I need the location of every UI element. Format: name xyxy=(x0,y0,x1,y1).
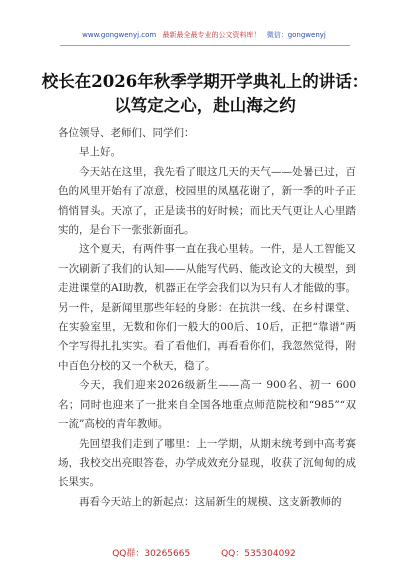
header-wechat: 微信：gongwenyj xyxy=(266,31,326,39)
document-title xyxy=(40,70,370,118)
footer-qq: QQ：535304092 xyxy=(221,549,296,559)
salutation: 各位领导、老师们、同学们： xyxy=(58,127,195,139)
body-paragraph: 今天，我们迎来2026级新生——高一 900名、初一 600名；同时也迎来了一批来自全国各地重点师范院校和“985”“双一流”高校的青年教师。 xyxy=(58,379,356,431)
header-site-link[interactable]: www.gongwenyj.com xyxy=(82,31,157,39)
document-body xyxy=(58,124,356,512)
page-footer xyxy=(0,548,408,560)
title-line-2: 以笃定之心，赴山海之约 xyxy=(114,96,296,115)
body-paragraph: 今天站在这里，我先看了眼这几天的天气——处暑已过，百色的风里开始有了凉意，校园里的凤凰花谢了，新一季的叶子正悄悄冒头。天凉了，正是读书的好时候；而比天气更让人心里踏实的，是台下一张张新面孔。 xyxy=(58,165,356,237)
page-header xyxy=(0,30,408,40)
body-paragraph: 再看今天站上的新起点：这届新生的规模、这支新教师的 xyxy=(79,495,342,508)
header-slogan: 最新最全最专业的公文资料库！ xyxy=(162,31,261,39)
title-line-1: 校长在2026年秋季学期开学典礼上的讲话： xyxy=(41,72,369,91)
greeting: 早上好。 xyxy=(79,146,121,159)
header-divider xyxy=(60,45,350,46)
body-paragraph: 先回望我们走到了哪里：上一学期，从期末统考到中高考赛场，我校交出亮眼答卷，办学成效充分显现，收获了沉甸甸的成长果实。 xyxy=(58,437,356,489)
body-paragraph: 这个夏天，有两件事一直在我心里转。一件，是人工智能又一次刷新了我们的认知——从能写代码、能改论文的大模型，到走进课堂的AI助教，机器正在学会我们以为只有人才能做的事。另一件，是新闻里那些年轻的身影：在抗洪一线、在乡村课堂、在实验室里，无数和你们一般大的00后、10后，正把“靠谱”两个字写得扎扎实实。看了看他们，再看看你们，我忽然觉得，附中百色分校的又一个秋天，稳了。 xyxy=(58,243,356,372)
footer-qq-group: QQ群：30265665 xyxy=(112,549,191,559)
